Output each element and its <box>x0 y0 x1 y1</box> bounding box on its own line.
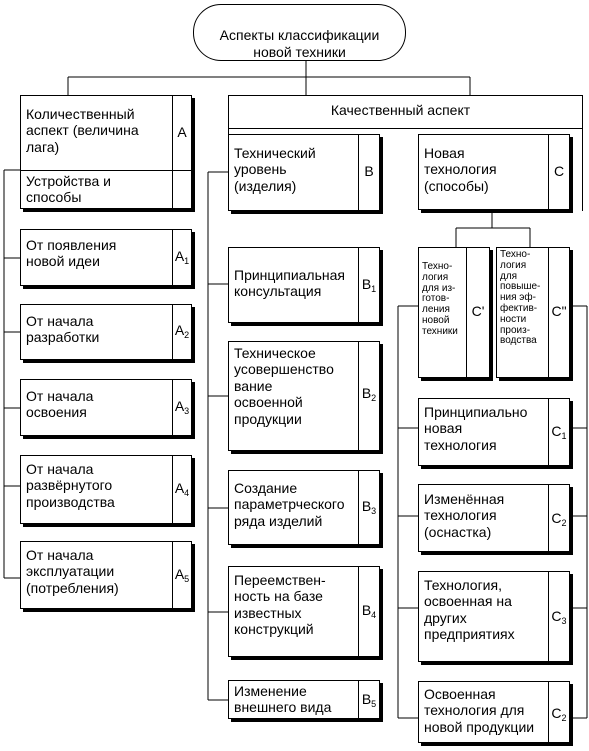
c-prime-letter: C' <box>471 303 485 319</box>
b-item-letter <box>358 385 380 403</box>
a-item-letter <box>172 398 192 416</box>
c-sub: 3 <box>561 616 567 626</box>
quantitative-divider <box>20 170 192 171</box>
a-sub: 3 <box>184 406 190 416</box>
root-title: Аспекты классификации новой техники <box>219 27 380 60</box>
a-item-label: От начала развёрнутого производства <box>26 461 115 510</box>
c-item-label: Изменённая технология (оснастка) <box>424 491 505 540</box>
quantitative-letter-separator <box>172 95 173 209</box>
a-letter: A <box>174 398 185 414</box>
c-double-prime-letter: C" <box>551 303 567 319</box>
a-letter: A <box>174 566 185 582</box>
new-technology-label: Новая технология (способы) <box>424 145 497 194</box>
a-item-letter <box>172 566 192 584</box>
quantitative-aspect-label: Количественный аспект (величина лага) <box>26 106 139 155</box>
c-sub: 2 <box>561 713 567 723</box>
a-item-letter <box>172 248 192 266</box>
b-letter: B <box>361 385 372 401</box>
a-sub: 5 <box>184 574 190 584</box>
b-letter: B <box>361 602 372 618</box>
c-letter: C <box>551 705 562 721</box>
a-sub: 4 <box>184 488 190 498</box>
b-item-label: Переемствен- ность на базе известных конструкций <box>234 572 326 638</box>
b-sub: 3 <box>371 506 377 516</box>
qualitative-right-edge <box>582 95 583 211</box>
a-sub: 1 <box>184 256 190 266</box>
c-letter: C <box>551 423 562 439</box>
a-letter: A <box>174 248 185 264</box>
a-letter: A <box>174 480 185 496</box>
c-double-prime-label: Техно- логия для повыше- ния эф- фектив- ности произ- водства <box>500 249 541 347</box>
c-letter: C <box>551 608 562 624</box>
c-sub: 1 <box>561 431 567 441</box>
b-sub: 5 <box>371 699 377 709</box>
b-item-label: Создание параметрческого ряда изделий <box>234 480 345 529</box>
b-item-letter <box>358 691 380 709</box>
technical-letter: B <box>364 163 374 179</box>
c-item-letter <box>548 608 570 626</box>
quantitative-letter: A <box>177 124 187 140</box>
a-item-letter <box>172 322 192 340</box>
b-item-label: Техническое усовершенство вание освоенной продукции <box>234 345 334 427</box>
a-item-letter <box>172 480 192 498</box>
c-item-label: Принципиально новая технология <box>424 404 528 453</box>
technical-level-label: Технический уровень (изделия) <box>234 145 316 194</box>
c-letter: C <box>551 510 562 526</box>
b-item-letter <box>358 498 380 516</box>
c-item-label: Технология, освоенная на других предприятиях <box>424 577 515 643</box>
a-sub: 2 <box>184 330 190 340</box>
c-prime-label: Техно- логия для из- готов- ления новой техники <box>422 261 458 337</box>
a-letter: A <box>174 322 185 338</box>
b-item-letter <box>358 602 380 620</box>
a-item-label: От появления новой идеи <box>26 237 117 270</box>
b-letter: B <box>361 691 372 707</box>
c-item-letter <box>548 510 570 528</box>
devices-label: Устройства и способы <box>26 173 111 206</box>
a-item-label: От начала эксплуатации (потребления) <box>26 547 119 596</box>
a-item-label: От начала освоения <box>26 388 94 421</box>
b-item-letter <box>358 276 380 294</box>
new-technology-letter: C <box>553 163 565 179</box>
b-letter: B <box>361 498 372 514</box>
b-item-label: Принципиальная консультация <box>234 267 345 300</box>
c-item-letter <box>548 423 570 441</box>
b-letter: B <box>361 276 372 292</box>
b-item-label: Изменение внешнего вида <box>234 683 332 716</box>
c-item-letter <box>548 705 570 723</box>
c-sub: 2 <box>561 518 567 528</box>
b-sub: 1 <box>371 284 377 294</box>
qualitative-aspect-label: Качественный аспект <box>330 102 471 118</box>
c-item-label: Освоенная технология для новой продукции <box>424 686 535 735</box>
b-sub: 4 <box>371 610 377 620</box>
b-sub: 2 <box>371 393 377 403</box>
a-item-label: От начала разработки <box>26 313 100 346</box>
root-node <box>193 4 406 61</box>
